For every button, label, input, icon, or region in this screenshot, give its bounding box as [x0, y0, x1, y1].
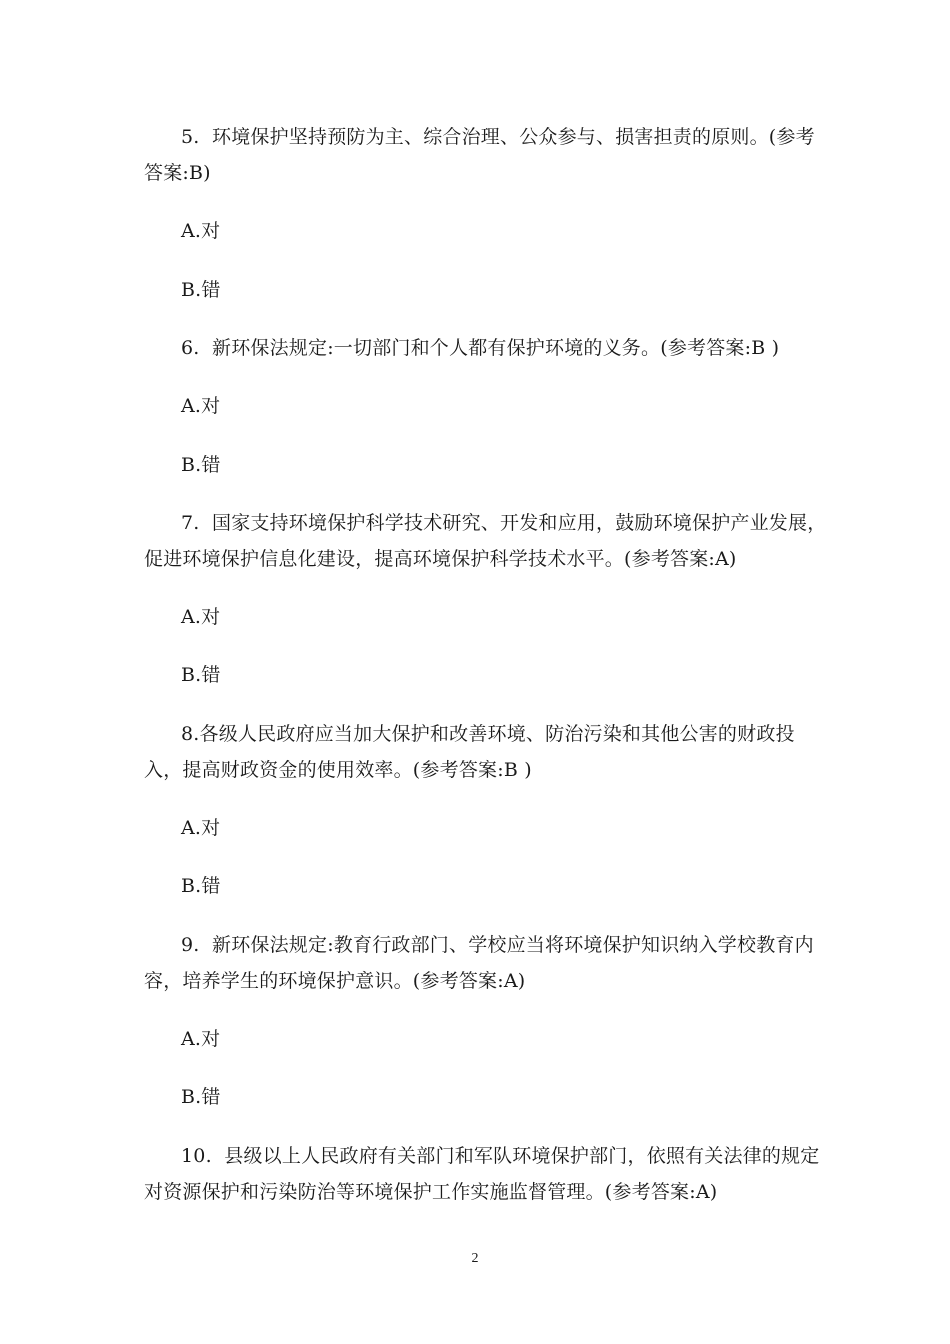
question-8-text: 8.各级人民政府应当加大保护和改善环境、防治污染和其他公害的财政投: [181, 723, 795, 745]
question-6-option-b: B.错: [181, 454, 221, 476]
question-6-option-a: A.对: [181, 395, 221, 417]
question-5-text: 5. 环境保护坚持预防为主、综合治理、公众参与、损害担责的原则。(参考: [181, 126, 815, 148]
question-5-option-b: B.错: [181, 279, 221, 301]
question-5-option-a: A.对: [181, 220, 221, 242]
question-9-text-cont: 容，培养学生的环境保护意识。(参考答案:A): [144, 970, 526, 992]
question-7-text: 7. 国家支持环境保护科学技术研究、开发和应用，鼓励环境保护产业发展，: [181, 512, 827, 534]
question-8-text-cont: 入，提高财政资金的使用效率。(参考答案:B ): [144, 759, 532, 781]
question-5-text-cont: 答案:B): [144, 162, 211, 184]
question-6-text: 6. 新环保法规定:一切部门和个人都有保护环境的义务。(参考答案:B ): [181, 337, 780, 359]
question-9-option-a: A.对: [181, 1028, 221, 1050]
question-7-option-b: B.错: [181, 664, 221, 686]
question-10-text: 10. 县级以上人民政府有关部门和军队环境保护部门，依照有关法律的规定: [181, 1145, 820, 1167]
question-8-option-b: B.错: [181, 875, 221, 897]
page-number: 2: [471, 1251, 479, 1266]
question-10-text-cont: 对资源保护和污染防治等环境保护工作实施监督管理。(参考答案:A): [144, 1181, 718, 1203]
question-7-text-cont: 促进环境保护信息化建设，提高环境保护科学技术水平。(参考答案:A): [144, 548, 737, 570]
question-9-text: 9. 新环保法规定:教育行政部门、学校应当将环境保护知识纳入学校教育内: [181, 934, 814, 956]
question-7-option-a: A.对: [181, 606, 221, 628]
question-9-option-b: B.错: [181, 1086, 221, 1108]
question-8-option-a: A.对: [181, 817, 221, 839]
